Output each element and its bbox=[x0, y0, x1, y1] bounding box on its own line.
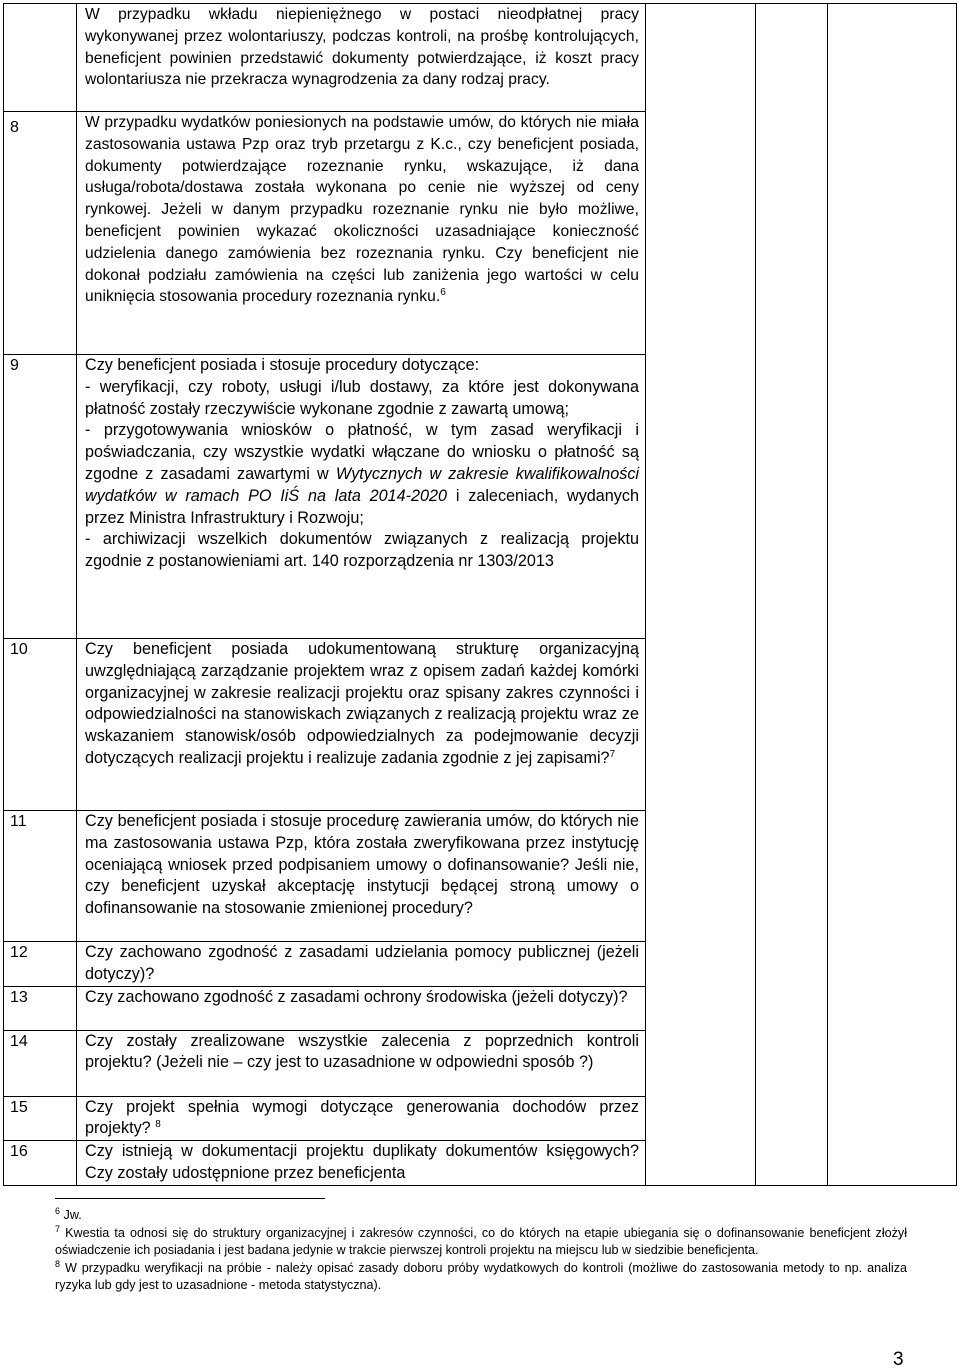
footnote bbox=[55, 1225, 907, 1260]
row-text-content: Czy projekt spełnia wymogi dotyczące generowania dochodów przez projekty? bbox=[85, 1097, 639, 1138]
footnote-text: Jw. bbox=[63, 1208, 82, 1222]
row-text: Czy zachowano zgodność z zasadami udzielania pomocy publicznej (jeżeli dotyczy)? bbox=[77, 942, 646, 987]
row-text bbox=[77, 1096, 646, 1141]
footnotes bbox=[55, 1207, 907, 1295]
footnote-ref: 8 bbox=[155, 1119, 161, 1131]
answer-no-cell[interactable] bbox=[756, 4, 828, 1186]
row-text: W przypadku wkładu niepieniężnego w postaci nieodpłatnej pracy wykonywanej przez wolontariuszy, podczas kontroli, na prośbę kontrolujących, beneficjent powinien przedstawić dokumenty potwierdzające, iż koszt pracy wolontariusza nie przekracza wynagrodzenia za dany rodzaj pracy. bbox=[77, 4, 646, 112]
row-text-content: Czy beneficjent posiada udokumentowaną strukturę organizacyjną uwzględniającą zarządzanie projektem wraz z opisem zadań każdej komórki organizacyjnej w zakresie realizacji projektu oraz spisany zakres czynności i odpowiedzialności na stanowiskach związanych z realizacją projektu wraz ze wskazaniem stanowisk/osób odpowiedzialnych za podejmowanie decyzji dotyczących realizacji projektu i realizuje zadania zgodnie z jej zapisami? bbox=[85, 640, 639, 767]
remarks-cell[interactable] bbox=[828, 4, 957, 1186]
footnote-mark: 8 bbox=[55, 1258, 61, 1269]
page-number: 3 bbox=[893, 1349, 904, 1370]
row-number: 15 bbox=[4, 1096, 77, 1141]
footnote-text: W przypadku weryfikacji na próbie - należy opisać zasady doboru próby wydatkowych do kontroli (możliwe do zastosowania metody to np. analiza ryzyka lub gdy jest to uzasadnione - metoda statystyczna). bbox=[55, 1260, 907, 1293]
footnote-mark: 6 bbox=[55, 1206, 61, 1216]
footnote-mark: 7 bbox=[55, 1223, 61, 1234]
row-number: 11 bbox=[4, 811, 77, 942]
row-intro: Czy beneficjent posiada i stosuje procedury dotyczące: bbox=[85, 356, 480, 374]
answer-yes-cell[interactable] bbox=[646, 4, 756, 1186]
row-text: Czy beneficjent posiada i stosuje procedurę zawierania umów, do których nie ma zastosowania ustawa Pzp, która została zweryfikowana przez instytucję oceniającą wniosek przed podpisaniem umowy o dofinansowanie? Jeśli nie, czy beneficjent uzyskał akceptację instytucji będącej stroną umowy o dofinansowanie na stosowanie zmienionej procedury? bbox=[77, 811, 646, 942]
row-item: - weryfikacji, czy roboty, usługi i/lub dostawy, za które jest dokonywana płatność zostały rzeczywiście wykonane zgodnie z zawartą umową; bbox=[85, 377, 639, 418]
footnote-text: Kwestia ta odnosi się do struktury organizacyjnej i zakresów czynności, co do których na etapie ubiegania się o dofinansowanie beneficjent złożył oświadczenie ich posiadania i jest badana jedynie w trakcie pierwszej kontroli projektu na miejscu lub w siedzibie beneficjenta. bbox=[55, 1225, 908, 1258]
row-item-italic: Wytycznych w zakresie kwalifikowalności wydatków w ramach PO IiŚ na lata 2014-2020 bbox=[85, 464, 640, 505]
row-item-text: - przygotowywania wniosków o płatność, w tym zasad weryfikacji i poświadczania, czy wszystkie wydatki włączane do wniosku o płatność są zgodne z zasadami zawartymi w bbox=[85, 421, 639, 483]
footnote bbox=[55, 1260, 907, 1295]
row-item bbox=[85, 420, 639, 529]
row-text: Czy zachowano zgodność z zasadami ochrony środowiska (jeżeli dotyczy)? bbox=[77, 986, 646, 1030]
row-text bbox=[77, 639, 646, 811]
row-text bbox=[77, 112, 646, 355]
row-text: Czy istnieją w dokumentacji projektu duplikaty dokumentów księgowych? Czy zostały udostępnione przez beneficjenta bbox=[77, 1141, 646, 1186]
footnote-ref: 6 bbox=[440, 287, 446, 299]
table-row bbox=[4, 4, 957, 112]
row-item: - archiwizacji wszelkich dokumentów związanych z realizacją projektu zgodnie z postanowieniami art. 140 rozporządzenia nr 1303/2013 bbox=[85, 530, 639, 571]
row-number: 9 bbox=[4, 355, 77, 639]
row-text-content: W przypadku wydatków poniesionych na podstawie umów, do których nie miała zastosowania ustawa Pzp oraz tryb przetargu z K.c., czy beneficjent posiada, dokumenty potwierdzające rozeznanie rynku, wskazujące, iż dana usługa/robota/dostawa została wykonana po cenie nie wyższej od ceny rynkowej. Jeżeli w danym przypadku rozeznanie rynku nie było możliwe, beneficjent powinien wykazać okoliczności uzasadniające konieczność udzielenia danego zamówienia bez rozeznania rynku. Czy beneficjent nie dokonał podziału zamówienia na części lub zaniżenia jego wartości w celu uniknięcia stosowania procedury rozeznania rynku. bbox=[85, 114, 639, 306]
row-text bbox=[77, 355, 646, 639]
row-text: Czy zostały zrealizowane wszystkie zalecenia z poprzednich kontroli projektu? (Jeżeli nie – czy jest to uzasadnione w odpowiedni sposób ?) bbox=[77, 1030, 646, 1096]
row-number: 14 bbox=[4, 1030, 77, 1096]
row-number: 10 bbox=[4, 639, 77, 811]
row-item-text: i zaleceniach, wydanych przez Ministra Infrastruktury i Rozwoju; bbox=[85, 486, 640, 527]
row-number bbox=[4, 4, 77, 112]
row-number: 12 bbox=[4, 942, 77, 987]
checklist-table-main bbox=[3, 3, 957, 1186]
footnote-separator bbox=[55, 1198, 325, 1199]
row-number: 8 bbox=[4, 112, 77, 355]
row-number: 13 bbox=[4, 986, 77, 1030]
row-number: 16 bbox=[4, 1141, 77, 1186]
footnote bbox=[55, 1207, 907, 1225]
footnote-ref: 7 bbox=[609, 748, 616, 760]
